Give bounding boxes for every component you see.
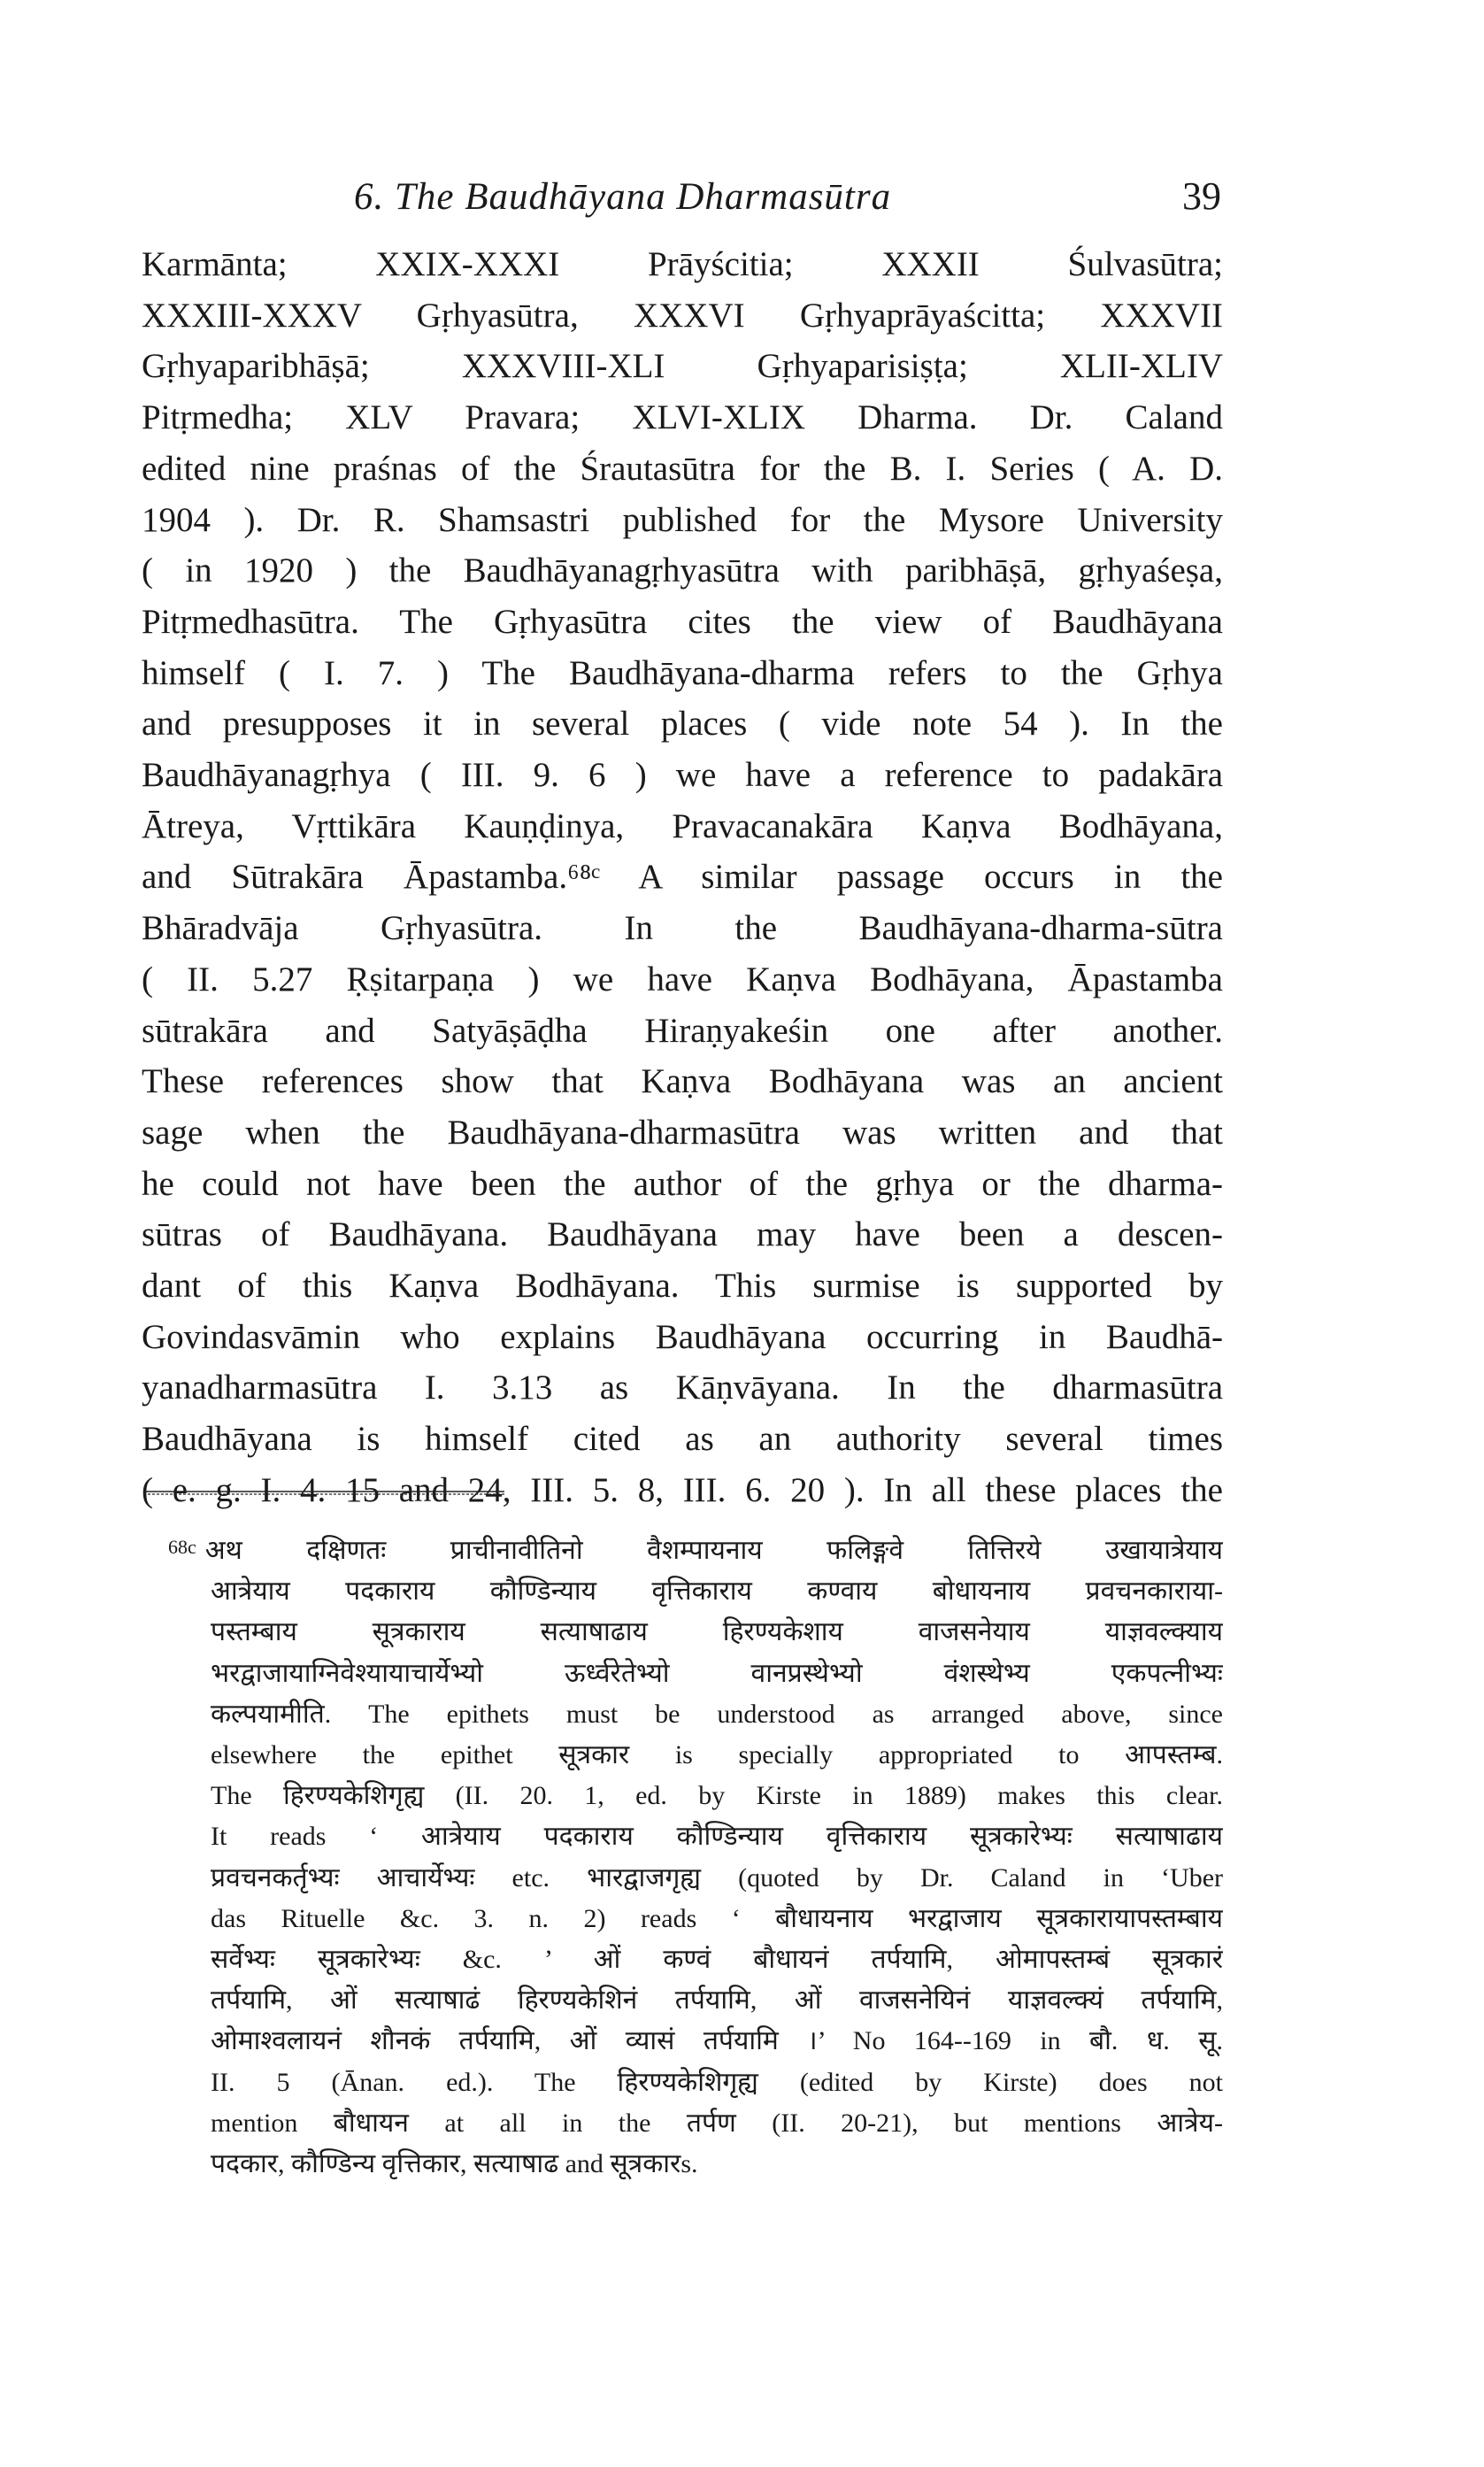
footnote-line: प्रवचनकर्तृभ्यः आचार्येभ्यः etc. भारद्वाजगृह्य (quoted by Dr. Caland in ‘Uber <box>211 1862 1223 1893</box>
main-text <box>142 239 1223 1516</box>
body-line: Bhāradvāja Gṛhyasūtra. In the Baudhāyana-dharma-sūtra <box>142 909 1223 948</box>
body-line: Gṛhyaparibhāṣā; XXXVIII-XLI Gṛhyaparisiṣṭa; XLII-XLIV <box>142 347 1223 386</box>
footnote-line: It reads ‘ आत्रेयाय पदकाराय कौण्डिन्याय वृत्तिकाराय सूत्रकारेभ्यः सत्याषाढाय <box>211 1822 1223 1852</box>
footnote <box>168 1527 1223 2185</box>
footnote-separator-rule <box>143 1490 504 1497</box>
chapter-title: 6. The Baudhāyana Dharmasūtra <box>354 176 892 218</box>
footnote-line: elsewhere the epithet सूत्रकार is specially appropriated to आपस्तम्ब. <box>211 1740 1223 1770</box>
body-line: and presupposes it in several places ( vide note 54 ). In the <box>142 705 1223 744</box>
body-line: ( in 1920 ) the Baudhāyanagṛhyasūtra with paribhāṣā, gṛhyaśeṣa, <box>142 551 1223 590</box>
body-line: Pitṛmedha; XLV Pravara; XLVI-XLIX Dharma. Dr. Caland <box>142 398 1223 437</box>
footnote-line: II. 5 (Ānan. ed.). The हिरण्यकेशिगृह्य (edited by Kirste) does not <box>211 2067 1223 2097</box>
body-line: sūtrakāra and Satyāṣāḍha Hiraṇyakeśin one after another. <box>142 1011 1223 1050</box>
footnote-marker: 68c <box>168 1536 196 1558</box>
body-line: himself ( I. 7. ) The Baudhāyana-dharma refers to the Gṛhya <box>142 653 1223 692</box>
body-line: dant of this Kaṇva Bodhāyana. This surmise is supported by <box>142 1267 1223 1306</box>
footnote-line: The हिरण्यकेशिगृह्य (II. 20. 1, ed. by Kirste in 1889) makes this clear. <box>211 1781 1223 1811</box>
body-line: Pitṛmedhasūtra. The Gṛhyasūtra cites the view of Baudhāyana <box>142 602 1223 641</box>
body-line: sūtras of Baudhāyana. Baudhāyana may have been a descen- <box>142 1215 1223 1254</box>
footnote-line: भरद्वाजायाग्निवेश्यायाचार्येभ्यो ऊर्ध्वरेतेभ्यो वानप्रस्थेभ्यो वंशस्थेभ्य एकपत्नीभ्यः <box>211 1658 1223 1688</box>
page-number: 39 <box>1182 174 1221 218</box>
body-line: These references show that Kaṇva Bodhāyana was an ancient <box>142 1062 1223 1101</box>
body-line: edited nine praśnas of the Śrautasūtra for the B. I. Series ( A. D. <box>142 449 1223 488</box>
body-line: 1904 ). Dr. R. Shamsastri published for the Mysore University <box>142 500 1223 539</box>
footnote-line: पस्तम्बाय सूत्रकाराय सत्याषाढाय हिरण्यकेशाय वाजसनेयाय याज्ञवल्क्याय <box>211 1617 1223 1647</box>
body-line: Karmānta; XXIX-XXXI Prāyścitia; XXXII Śulvasūtra; <box>142 245 1223 283</box>
footnote-line: ओमाश्वलायनं शौनकं तर्पयामि, ओं व्यासं तर्पयामि ।’ No 164--169 in बौ. ध. सू. <box>211 2026 1223 2056</box>
body-line: and Sūtrakāra Āpastamba.⁶⁸ᶜ A similar passage occurs in the <box>142 858 1223 897</box>
footnote-line: पदकार, कौण्डिन्य वृत्तिकार, सत्याषाढ and सूत्रकारs. <box>211 2149 698 2179</box>
body-line: Ātreya, Vṛttikāra Kauṇḍinya, Pravacanakāra Kaṇva Bodhāyana, <box>142 806 1223 845</box>
body-line: Govindasvāmin who explains Baudhāyana occurring in Baudhā- <box>142 1317 1223 1356</box>
body-line: XXXIII-XXXV Gṛhyasūtra, XXXVI Gṛhyaprāyaścitta; XXXVII <box>142 296 1223 335</box>
footnote-line: das Rituelle &c. 3. n. 2) reads ‘ बौधायनाय भरद्वाजाय सूत्रकारायापस्तम्बाय <box>211 1903 1223 1933</box>
footnote-line: तर्पयामि, ओं सत्याषाढं हिरण्यकेशिनं तर्पयामि, ओं वाजसनेयिनं याज्ञवल्क्यं तर्पयामि, <box>211 1985 1223 2016</box>
body-line: Baudhāyana is himself cited as an authority several times <box>142 1420 1223 1459</box>
body-line: sage when the Baudhāyana-dharmasūtra was written and that <box>142 1113 1223 1152</box>
body-line: ( e. g. I. 4. 15 and 24, III. 5. 8, III. 6. 20 ). In all these places the <box>142 1470 1223 1509</box>
body-paragraph <box>142 239 1223 1516</box>
footnote-line: mention बौधायन at all in the तर्पण (II. 20-21), but mentions आत्रेय- <box>211 2108 1223 2138</box>
body-line: he could not have been the author of the gṛhya or the dharma- <box>142 1164 1223 1203</box>
footnote-line <box>168 1527 1223 1571</box>
body-line: ( II. 5.27 Ṛṣitarpaṇa ) we have Kaṇva Bodhāyana, Āpastamba <box>142 960 1223 998</box>
running-header <box>142 166 1221 228</box>
footnote-line: सर्वेभ्यः सूत्रकारेभ्यः &c. ’ ओं कण्वं बौधायनं तर्पयामि, ओमापस्तम्बं सूत्रकारं <box>211 1945 1223 1975</box>
footnote-line: आत्रेयाय पदकाराय कौण्डिन्याय वृत्तिकाराय कण्वाय बोधायनाय प्रवचनकाराया- <box>211 1577 1223 1607</box>
footnote-text: अथ दक्षिणतः प्राचीनावीतिनो वैशम्पायनाय फलिङ्गवे तित्तिरये उखायात्रेयाय <box>204 1536 1223 1565</box>
body-line: yanadharmasūtra I. 3.13 as Kāṇvāyana. In the dharmasūtra <box>142 1368 1223 1407</box>
footnote-body <box>168 1527 1223 2185</box>
footnote-line: कल्पयामीति. The epithets must be understood as arranged above, since <box>211 1699 1223 1729</box>
body-line: Baudhāyanagṛhya ( III. 9. 6 ) we have a reference to padakāra <box>142 756 1223 795</box>
